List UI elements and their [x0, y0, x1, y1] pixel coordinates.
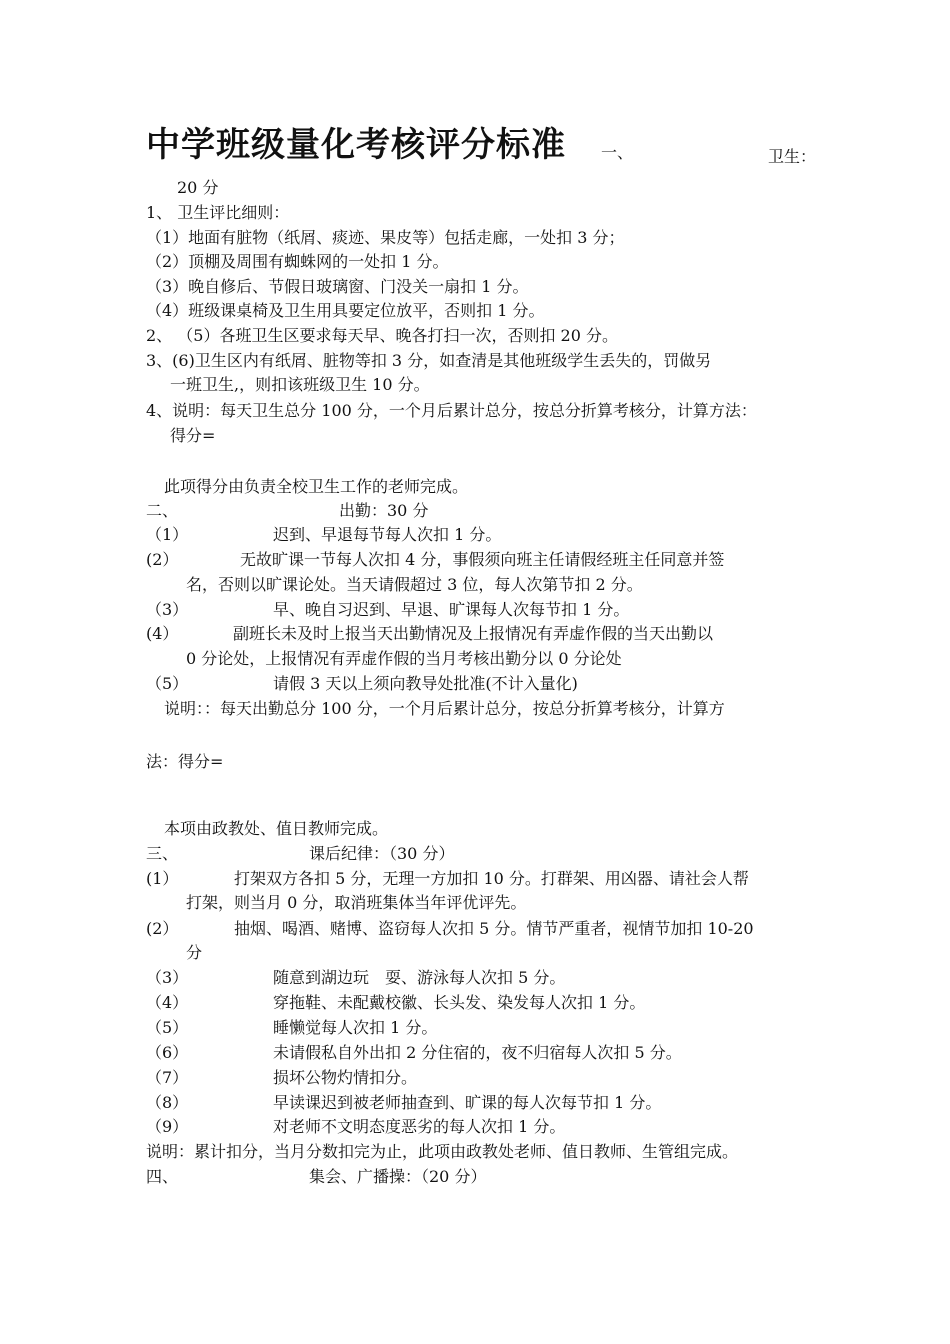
- section-2-item-1: 迟到、早退每节每人次扣 1 分。: [273, 525, 502, 544]
- section-2-item-3-num: （3）: [146, 600, 189, 619]
- section-3-item-5-num: （5）: [146, 1018, 189, 1037]
- section-2-note-b: 法：得分=: [146, 752, 224, 771]
- section-3-item-4-num: （4）: [146, 993, 189, 1012]
- section-1-para-3a: 3、(6)卫生区内有纸屑、脏物等扣 3 分，如查清是其他班级学生丢失的，罚做另: [146, 351, 712, 370]
- section-2-item-1-num: （1）: [146, 525, 189, 544]
- section-2-item-4-num: (4）: [146, 624, 179, 643]
- section-3-item-3-num: （3）: [146, 968, 189, 987]
- section-3-item-6-num: （6）: [146, 1043, 189, 1062]
- section-4-number: 四、: [146, 1167, 179, 1186]
- section-2-note-a: 说明：：每天出勤总分 100 分，一个月后累计总分，按总分折算考核分，计算方: [164, 699, 725, 718]
- section-2-item-4b: 0 分论处，上报情况有弄虚作假的当月考核出勤分以 0 分论处: [186, 649, 622, 668]
- section-3-item-1b: 打架，则当月 0 分，取消班集体当年评优评先。: [186, 893, 527, 912]
- section-1-item-1: （1）地面有脏物（纸屑、痰迹、果皮等）包括走廊，一处扣 3 分；: [146, 228, 625, 247]
- section-3-note: 说明：累计扣分，当月分数扣完为止，此项由政教处老师、值日教师、生管组完成。: [146, 1142, 739, 1161]
- section-2-name: 出勤：30 分: [339, 501, 429, 520]
- section-1-note: 此项得分由负责全校卫生工作的老师完成。: [164, 477, 469, 496]
- section-2-number: 二、: [146, 501, 179, 520]
- section-1-rule-head: 1、 卫生评比细则：: [146, 203, 290, 222]
- section-3-number: 三、: [146, 844, 179, 863]
- section-2-item-2b: 名，否则以旷课论处。当天请假超过 3 位，每人次第节扣 2 分。: [186, 575, 643, 594]
- section-3-name: 课后纪律：（30 分）: [309, 844, 455, 863]
- section-1-item-2: （2）顶棚及周围有蜘蛛网的一处扣 1 分。: [146, 252, 449, 271]
- section-1-number: 一、: [601, 143, 634, 162]
- section-3-item-3: 随意到湖边玩 耍、游泳每人次扣 5 分。: [273, 968, 566, 987]
- section-4-name: 集会、广播操：（20 分）: [309, 1167, 487, 1186]
- section-2-item-2-num: (2）: [146, 550, 179, 569]
- section-1-score: 20 分: [177, 178, 219, 197]
- section-2-item-4a: 副班长未及时上报当天出勤情况及上报情况有弄虚作假的当天出勤以: [233, 624, 714, 643]
- section-2-note-2: 本项由政教处、值日教师完成。: [164, 819, 389, 838]
- section-3-item-4: 穿拖鞋、未配戴校徽、长头发、染发每人次扣 1 分。: [273, 993, 646, 1012]
- section-3-item-7-num: （7）: [146, 1068, 189, 1087]
- section-3-item-1a: 打架双方各扣 5 分，无理一方加扣 10 分。打群架、用凶器、请社会人帮: [234, 869, 749, 888]
- section-3-item-1-num: (1）: [146, 869, 179, 888]
- section-1-item-3: （3）晚自修后、节假日玻璃窗、门没关一扇扣 1 分。: [146, 277, 529, 296]
- document-title: 中学班级量化考核评分标准: [146, 125, 566, 165]
- section-3-item-9-num: （9）: [146, 1117, 189, 1136]
- section-1-para-3b: 一班卫生,，则扣该班级卫生 10 分。: [170, 375, 430, 394]
- section-3-item-2b: 分: [186, 943, 203, 962]
- section-3-item-2a: 抽烟、喝酒、赌博、盗窃每人次扣 5 分。情节严重者，视情节加扣 10-20: [234, 919, 754, 938]
- section-1-para-4b: 得分=: [170, 426, 216, 445]
- section-3-item-6: 未请假私自外出扣 2 分住宿的，夜不归宿每人次扣 5 分。: [273, 1043, 682, 1062]
- section-1-para-2: 2、 （5）各班卫生区要求每天早、晚各打扫一次，否则扣 20 分。: [146, 326, 618, 345]
- section-1-para-4a: 4、说明：每天卫生总分 100 分，一个月后累计总分，按总分折算考核分，计算方法：: [146, 401, 757, 420]
- section-1-item-4: （4）班级课桌椅及卫生用具要定位放平，否则扣 1 分。: [146, 301, 545, 320]
- section-3-item-7: 损坏公物灼情扣分。: [273, 1068, 418, 1087]
- section-2-item-5-num: （5）: [146, 674, 189, 693]
- section-2-item-2a: 无故旷课一节每人次扣 4 分，事假须向班主任请假经班主任同意并签: [240, 550, 725, 569]
- section-3-item-2-num: (2）: [146, 919, 179, 938]
- section-2-item-5: 请假 3 天以上须向教导处批准(不计入量化): [273, 674, 578, 693]
- section-3-item-5: 睡懒觉每人次扣 1 分。: [273, 1018, 438, 1037]
- section-1-name: 卫生：: [768, 147, 817, 166]
- section-3-item-8-num: （8）: [146, 1093, 189, 1112]
- section-3-item-8: 早读课迟到被老师抽查到、旷课的每人次每节扣 1 分。: [273, 1093, 662, 1112]
- section-2-item-3: 早、晚自习迟到、早退、旷课每人次每节扣 1 分。: [273, 600, 630, 619]
- section-3-item-9: 对老师不文明态度恶劣的每人次扣 1 分。: [273, 1117, 566, 1136]
